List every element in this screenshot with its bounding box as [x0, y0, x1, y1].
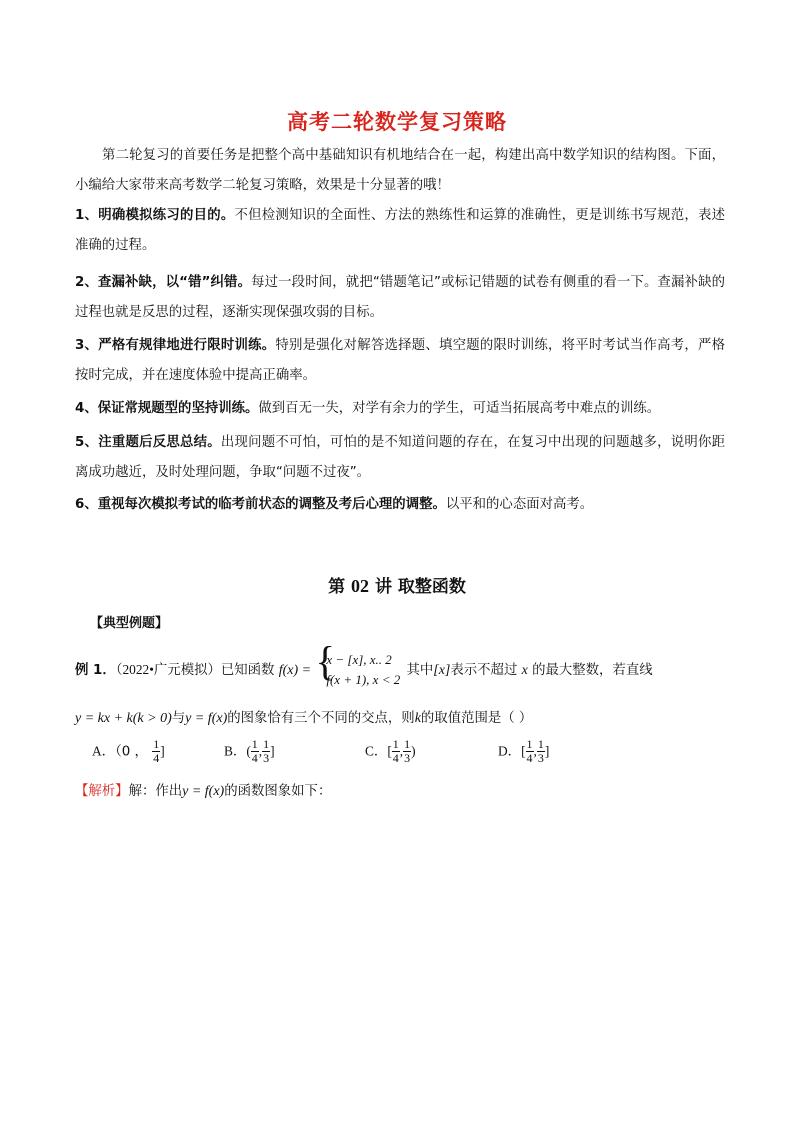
point-lead: 6、重视每次模拟考试的临考前状态的调整及考后心理的调整。 [75, 497, 446, 512]
function-y: y = f(x) [182, 784, 225, 799]
section-tag: 【典型例题】 [90, 616, 169, 631]
piecewise-function [317, 650, 400, 690]
analysis-text: 解：作出 [128, 784, 183, 799]
point-lead: 5、注重题后反思总结。 [75, 435, 221, 450]
doc-title: 高考二轮数学复习策略 [287, 110, 507, 134]
fraction [537, 738, 545, 765]
example-text: 的取值范围是（ ） [420, 711, 533, 726]
point-text: 每过一段时间，就把“错题笔记”或标记错题的试卷有侧重的看一下。查漏补缺的过程也就是反思的过程，逐渐实现保强攻弱的目标。 [75, 275, 725, 320]
example-text: 的图象恰有三个不同的交点，则 [227, 711, 415, 726]
analysis-line [75, 780, 331, 800]
point-lead: 3、严格有规律地进行限时训练。 [75, 338, 276, 353]
analysis-text: 的函数图象如下： [224, 784, 332, 799]
strategy-point-5 [75, 428, 725, 488]
strategy-point-6 [75, 490, 725, 520]
point-text: 以平和的心态面对高考。 [445, 497, 594, 512]
option-d[interactable]: D．[ $\frac{1}{4}$ , $\frac{1}{3}$ ] [498, 737, 550, 765]
option-letter: B． [224, 743, 247, 759]
floor-notation: [x] [433, 663, 451, 678]
option-bracket: ] [160, 743, 165, 759]
point-text: 特别是强化对解答选择题、填空题的限时训练，将平时考试当作高考，严格按时完成，并在速度体验中提高正确率。 [75, 338, 725, 383]
option-letter: D． [498, 743, 522, 759]
option-bracket: [ [521, 743, 526, 759]
point-text: 做到百无一失，对学有余力的学生，可适当拓展高考中难点的训练。 [258, 401, 661, 416]
option-bracket: ( [246, 743, 251, 759]
option-bracket: [ [387, 743, 392, 759]
fraction-denominator: 4 [153, 751, 160, 765]
point-lead: 4、保证常规题型的坚持训练。 [75, 401, 259, 416]
piecewise-case-1: { x − [x], x.. 2 [326, 652, 392, 667]
point-text: 不但检测知识的全面性、方法的熟练性和运算的准确性，更是训练书写规范，表述准确的过程。 [75, 208, 725, 253]
fraction-numerator: 1 [404, 737, 411, 751]
fraction-numerator: 1 [392, 737, 399, 751]
point-lead: 2、查漏补缺，以“错”纠错。 [75, 275, 252, 290]
fraction-denominator: 4 [526, 751, 533, 765]
fraction [251, 738, 259, 765]
fraction-denominator: 3 [263, 751, 270, 765]
lecture-prefix: 第 [328, 577, 346, 597]
option-bracket: ] [544, 743, 550, 759]
option-letter: C． [365, 743, 388, 759]
fraction [392, 738, 400, 765]
strategy-point-1 [75, 201, 725, 261]
fraction-numerator: 1 [251, 737, 258, 751]
fraction-denominator: 4 [392, 751, 399, 765]
fraction [262, 738, 270, 765]
point-lead: 1、明确模拟练习的目的。 [75, 208, 235, 223]
strategy-point-3 [75, 331, 725, 391]
variable-k: k [414, 711, 421, 726]
fraction [526, 738, 534, 765]
function-name: f(x) = [278, 663, 312, 678]
example-text: 已知函数 [220, 663, 275, 678]
line-equation: y = kx + k(k > 0) [75, 711, 172, 726]
fraction-numerator: 1 [153, 737, 160, 751]
fraction-denominator: 3 [537, 751, 544, 765]
example-label: 例 1． [75, 663, 116, 678]
lecture-title: 讲 取整函数 [374, 577, 466, 597]
analysis-label: 【解析】 [75, 784, 129, 799]
strategy-point-4 [75, 394, 725, 424]
example-text: 与 [171, 711, 186, 726]
option-b[interactable]: B．( $\frac{1}{4}$ , $\frac{1}{3}$ ] [224, 737, 275, 765]
option-bracket: （0 ， [115, 744, 148, 760]
example-text: 表示不超过 [450, 663, 518, 678]
option-bracket: ) [411, 743, 416, 759]
fraction-numerator: 1 [526, 737, 533, 751]
fraction-denominator: 4 [251, 751, 258, 765]
point-text: 出现问题不可怕，可怕的是不知道问题的存在，在复习中出现的问题越多，说明你距离成功越近，及时处理问题，争取“问题不过夜”。 [75, 435, 725, 480]
function-y: y = f(x) [185, 711, 228, 726]
fraction-numerator: 1 [263, 737, 270, 751]
fraction [152, 738, 160, 765]
example-text: 其中 [406, 663, 434, 678]
variable-x: x [521, 663, 528, 678]
fraction [403, 738, 411, 765]
example-text: 的最大整数，若直线 [532, 663, 653, 678]
example-source: （2022•广元模拟） [115, 662, 221, 677]
example-line-2 [75, 707, 532, 727]
example-line-1 [75, 650, 653, 690]
strategy-point-2 [75, 268, 725, 328]
intro-paragraph: 第二轮复习的首要任务是把整个高中基础知识有机地结合在一起，构建出高中数学知识的结构图。下面，小编给大家带来高考数学二轮复习策略，效果是十分显著的哦！ [75, 148, 725, 193]
fraction-denominator: 3 [404, 751, 411, 765]
lecture-number: 02 [351, 576, 370, 596]
piecewise-case-2: f(x + 1), x < 2 [326, 672, 401, 687]
option-letter: A． [92, 743, 116, 759]
lecture-heading [0, 572, 794, 597]
option-a[interactable] [92, 738, 165, 765]
option-bracket: ] [270, 743, 275, 759]
option-c[interactable]: C．[ $\frac{1}{4}$ , $\frac{1}{3}$ ) [365, 737, 416, 765]
fraction-numerator: 1 [537, 737, 544, 751]
